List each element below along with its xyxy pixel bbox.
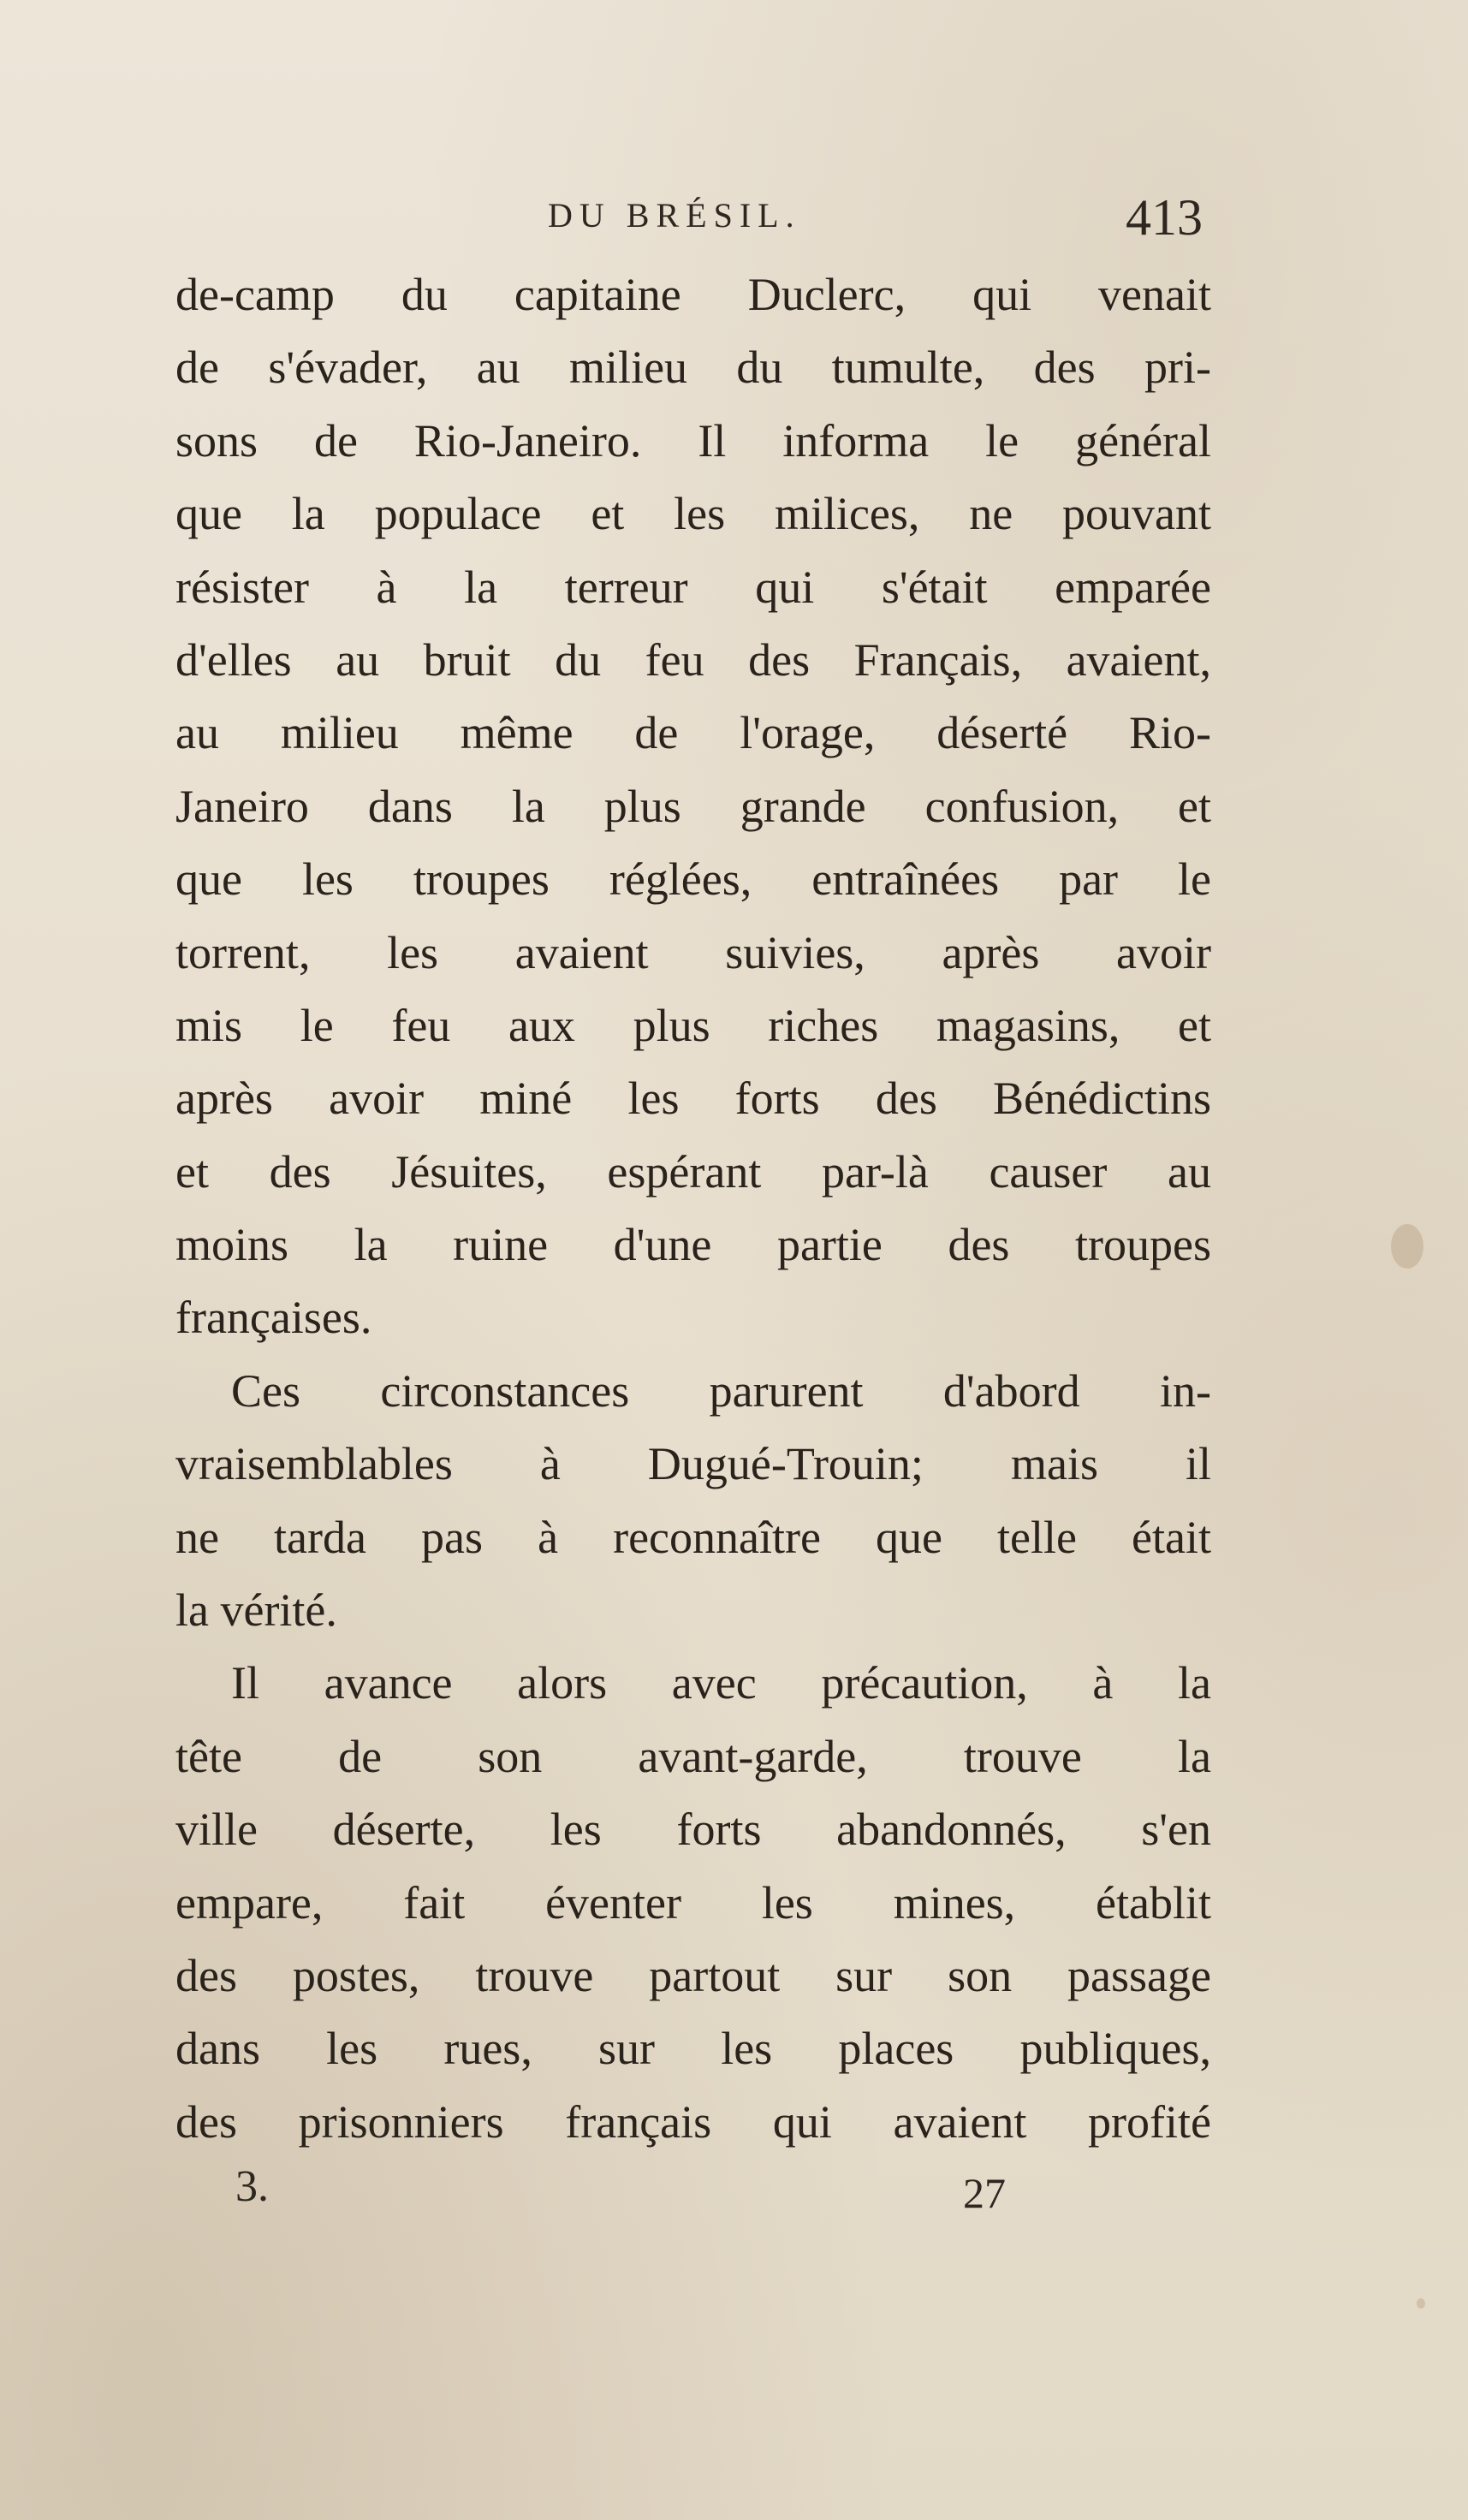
running-title: DU BRÉSIL. xyxy=(548,196,801,235)
text-line: des postes, trouve partout sur son passage xyxy=(175,1949,1211,2001)
text-line: que les troupes réglées, entraînées par le xyxy=(175,853,1211,906)
running-head xyxy=(171,188,1207,248)
text-line: empare, fait éventer les mines, établit xyxy=(175,1876,1211,1929)
text-line: ne tarda pas à reconnaître que telle était xyxy=(175,1511,1211,1563)
text-line: de s'évader, au milieu du tumulte, des pri- xyxy=(175,342,1211,394)
text-line: sons de Rio-Janeiro. Il informa le général xyxy=(175,414,1211,467)
text-line: ville déserte, les forts abandonnés, s'en xyxy=(175,1804,1211,1856)
text-line: moins la ruine d'une partie des troupes xyxy=(175,1219,1211,1271)
sheet-number: 27 xyxy=(963,2169,1006,2217)
text-line: Janeiro dans la plus grande confusion, et xyxy=(175,780,1211,832)
text-line: d'elles au bruit du feu des Français, avaient, xyxy=(175,633,1211,686)
text-line: torrent, les avaient suivies, après avoir xyxy=(175,926,1211,978)
text-line: dans les rues, sur les places publiques, xyxy=(175,2023,1211,2075)
text-line: au milieu même de l'orage, déserté Rio- xyxy=(175,707,1211,759)
text-line: de-camp du capitaine Duclerc, qui venait xyxy=(175,269,1211,320)
paper-stain xyxy=(1391,1224,1423,1269)
text-line: vraisemblables à Dugué-Trouin; mais il xyxy=(175,1438,1211,1490)
text-line: Il avance alors avec précaution, à la xyxy=(231,1657,1211,1709)
text-line: la vérité. xyxy=(175,1584,337,1637)
page-number: 413 xyxy=(1126,189,1203,246)
text-line: après avoir miné les forts des Bénédictins xyxy=(175,1073,1211,1125)
text-line: mis le feu aux plus riches magasins, et xyxy=(175,999,1211,1051)
text-line: tête de son avant-garde, trouve la xyxy=(175,1730,1211,1782)
paper-stain xyxy=(1417,2298,1425,2309)
page-footer xyxy=(171,2161,1207,2221)
text-line: et des Jésuites, espérant par-là causer au xyxy=(175,1145,1211,1198)
body-text xyxy=(175,259,1211,2159)
text-line: des prisonniers français qui avaient profité xyxy=(175,2095,1211,2148)
text-line: françaises. xyxy=(175,1292,372,1344)
text-line: résister à la terreur qui s'était emparée xyxy=(175,561,1211,613)
text-line: que la populace et les milices, ne pouvant xyxy=(175,488,1211,540)
signature-mark: 3. xyxy=(235,2162,269,2211)
text-line: Ces circonstances parurent d'abord in- xyxy=(231,1364,1211,1417)
